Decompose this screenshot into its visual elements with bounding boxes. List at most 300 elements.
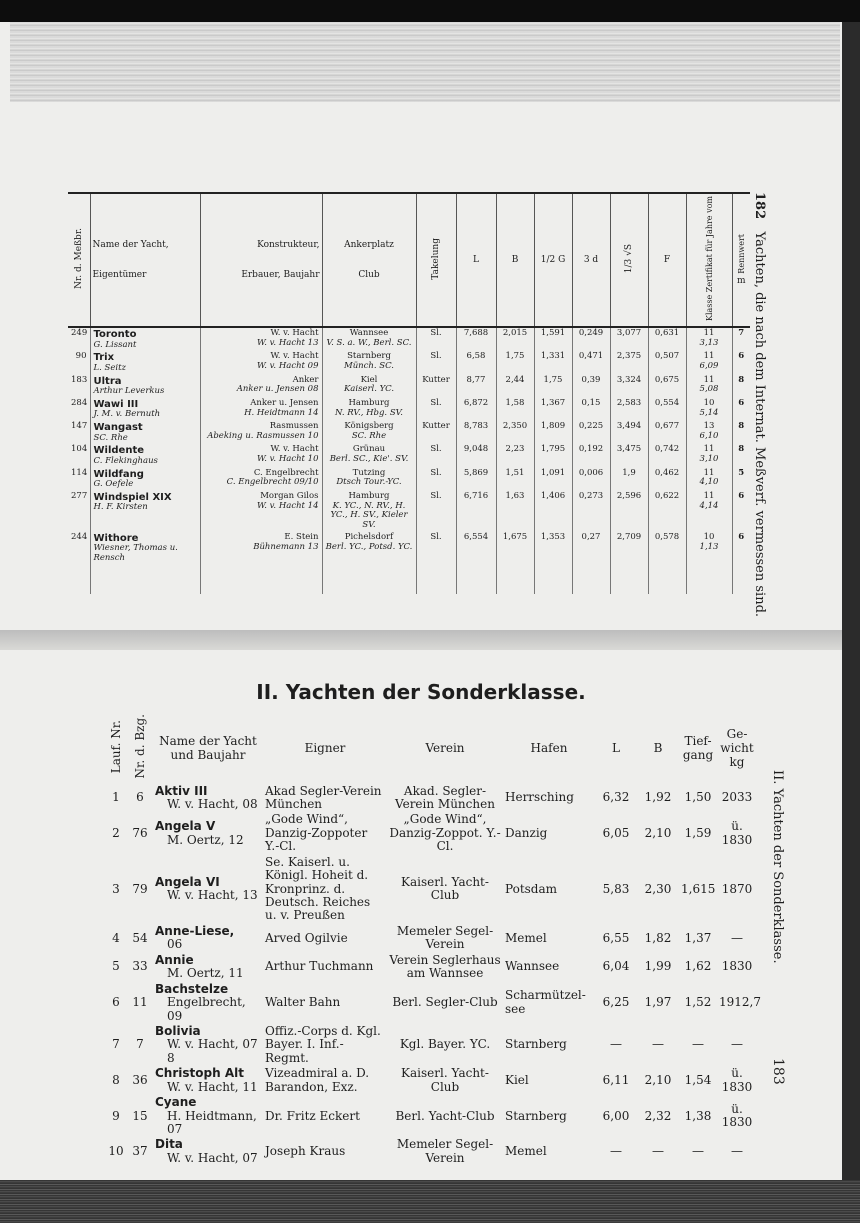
cell-name	[90, 398, 200, 421]
cell-designer	[200, 532, 322, 594]
cell-L: 8,77	[456, 375, 496, 398]
sk-table-row	[105, 982, 757, 1024]
yacht-name: Wildfang	[93, 468, 144, 480]
col-rig: Takelung	[416, 194, 456, 327]
yacht-name: Cyane	[155, 1095, 197, 1110]
cell-rating: 8	[732, 421, 750, 444]
club-name: Dtsch Tour.-YC.	[336, 477, 402, 488]
table-row	[68, 351, 750, 374]
yacht-name: Trix	[93, 352, 115, 364]
cell-port: Wannsee	[505, 959, 560, 974]
cell-bzg: 7	[136, 1037, 144, 1052]
cell-rig: Kutter	[416, 375, 456, 398]
cell-port: Starnberg	[505, 1108, 567, 1123]
designer-name: Rasmussen	[269, 421, 319, 432]
designer-name: Anker	[292, 374, 319, 385]
col-anchorage: Ankerplatz Club	[322, 194, 416, 327]
sonderklasse-table	[105, 712, 761, 1166]
cell-name	[90, 351, 200, 374]
cell-F: 0,742	[648, 444, 686, 467]
sk-table-row	[105, 1095, 757, 1137]
yacht-name: Toronto	[93, 329, 137, 341]
col-nr: Nr. d. Meßbr.	[68, 194, 90, 327]
cell-name	[90, 491, 200, 532]
yacht-name: Aktiv III	[155, 783, 208, 798]
cell-nr: 244	[71, 531, 88, 542]
designer-name: Anker u. Jensen	[250, 397, 319, 408]
club-name: Münch. SC.	[343, 361, 395, 372]
anchorage-name: Hamburg	[348, 490, 390, 501]
cell-nr: 277	[71, 490, 88, 501]
owner-name: Arthur Leverkus	[93, 386, 165, 397]
cell-L: 7,688	[456, 327, 496, 351]
cell-anchorage	[322, 491, 416, 532]
cell-club: Akad. Segler-Verein München	[395, 783, 495, 811]
cell-draft: 1,59	[684, 825, 712, 840]
cell-bzg: 79	[132, 881, 148, 896]
cell-L: —	[610, 1144, 622, 1159]
book-edge-top	[0, 0, 860, 22]
cell-designer	[200, 351, 322, 374]
cell-d3: 0,192	[572, 444, 610, 467]
cell-rig: Sl.	[416, 491, 456, 532]
col-name: Name der Yacht und Baujahr	[159, 733, 257, 762]
cell-weight: —	[731, 930, 743, 945]
builder-year: W. v. Hacht, 07	[167, 1150, 258, 1165]
cell-bzg: 36	[132, 1072, 148, 1087]
builder-year: W. v. Hacht, 08	[167, 796, 258, 811]
class-value: 11	[703, 490, 715, 501]
club-name: Kaiserl. YC.	[343, 384, 395, 395]
measured-yachts-table	[68, 192, 750, 594]
table-row	[68, 468, 750, 491]
table-row	[68, 421, 750, 444]
cell-name	[153, 982, 263, 1024]
col-sqrtS: 1/3 √S	[610, 194, 648, 327]
col-bzg: Nr. d. Bzg.	[133, 714, 147, 779]
cell-rating: 6	[732, 398, 750, 421]
builder-year: W. v. Hacht, 13	[167, 888, 258, 903]
cell-weight: ü. 1830	[721, 1066, 753, 1094]
sk-table-row	[105, 1024, 757, 1066]
yacht-name: Anne-Liese,	[155, 923, 235, 938]
yacht-name: Bolivia	[155, 1023, 201, 1038]
cell-rating: 6	[732, 351, 750, 374]
cell-L: 6,05	[602, 825, 630, 840]
cell-club: „Gode Wind“, Danzig-Zoppot. Y.-Cl.	[389, 812, 501, 854]
col-B: B	[496, 194, 534, 327]
cell-F: 0,462	[648, 468, 686, 491]
cell-F: 0,675	[648, 375, 686, 398]
sk-table-row	[105, 784, 757, 813]
yacht-name: Angela VI	[155, 874, 220, 889]
cell-lauf: 10	[108, 1144, 124, 1159]
owner-name: H. F. Kirsten	[93, 502, 148, 513]
cell-s: 2,583	[610, 398, 648, 421]
cell-port: Herrsching	[505, 790, 574, 805]
cell-F: 0,677	[648, 421, 686, 444]
cell-L: 6,00	[602, 1108, 630, 1123]
cell-anchorage	[322, 421, 416, 444]
cell-B: 1,92	[644, 790, 672, 805]
cell-rig: Sl.	[416, 398, 456, 421]
cell-halfG: 1,353	[534, 532, 572, 594]
cell-lauf: 9	[112, 1108, 120, 1123]
designer-name: C. Engelbrecht	[253, 467, 319, 478]
table-row	[68, 375, 750, 398]
cell-halfG: 1,591	[534, 327, 572, 351]
anchorage-name: Kiel	[360, 374, 378, 385]
cell-lauf: 7	[112, 1037, 120, 1052]
cell-d3: 0,471	[572, 351, 610, 374]
class-year: 4,14	[699, 500, 719, 511]
col-lauf: Lauf. Nr.	[109, 719, 123, 773]
club-name: SC. Rhe	[351, 430, 387, 441]
cell-bzg: 33	[132, 959, 148, 974]
class-value: 11	[703, 351, 715, 362]
cell-bzg: 54	[132, 930, 148, 945]
cell-B: 1,75	[496, 351, 534, 374]
cell-B: 2,10	[644, 1072, 672, 1087]
cell-L: 6,04	[602, 959, 630, 974]
cell-L: 6,55	[602, 930, 630, 945]
cell-name	[90, 327, 200, 351]
cell-weight: ü. 1830	[721, 1101, 753, 1130]
cell-designer	[200, 375, 322, 398]
yacht-name: Wangast	[93, 422, 143, 434]
cell-port: Memel	[505, 930, 547, 945]
cell-B: —	[652, 1144, 664, 1159]
col-club: Verein	[425, 740, 465, 755]
cell-weight: ü. 1830	[721, 819, 753, 847]
col-B: B	[653, 740, 663, 755]
cell-owner: Joseph Kraus	[265, 1144, 346, 1159]
cell-draft: 1,50	[684, 790, 712, 805]
cell-B: 1,58	[496, 398, 534, 421]
yacht-name: Withore	[93, 532, 139, 544]
cell-s: 3,077	[610, 327, 648, 351]
sk-table-row	[105, 924, 757, 953]
club-name: Berl. YC., Potsd. YC.	[325, 541, 413, 552]
cell-club: Berl. Segler-Club	[392, 995, 498, 1010]
class-year: 3,13	[699, 337, 719, 348]
cell-rig: Sl.	[416, 351, 456, 374]
cell-s: 3,475	[610, 444, 648, 467]
cell-draft: —	[692, 1037, 704, 1052]
club-name: N. RV., Hbg. SV.	[334, 407, 404, 418]
cell-club: Memeler Segel-Verein	[396, 923, 494, 952]
cell-designer	[200, 468, 322, 491]
cell-class	[686, 532, 732, 594]
designer-name: W. v. Hacht	[270, 328, 319, 339]
sk-table-row	[105, 855, 757, 924]
cell-d3: 0,273	[572, 491, 610, 532]
cell-lauf: 5	[112, 959, 120, 974]
builder-year: Abeking u. Rasmussen 10	[207, 430, 319, 441]
cell-rating: 8	[732, 444, 750, 467]
owner-name: G. Lissant	[93, 339, 137, 350]
cell-class	[686, 468, 732, 491]
class-value: 10	[703, 531, 715, 542]
cell-rating: 7	[732, 327, 750, 351]
class-value: 11	[703, 328, 715, 339]
col-rating: Rennwert m	[732, 194, 750, 327]
cell-B: 1,63	[496, 491, 534, 532]
cell-name	[153, 1066, 263, 1095]
col-draft: Tief-gang	[682, 733, 714, 762]
cell-club: Kgl. Bayer. YC.	[399, 1037, 491, 1052]
col-L: L	[456, 194, 496, 327]
cell-B: 1,675	[496, 532, 534, 594]
builder-year: W. v. Hacht 14	[256, 500, 319, 511]
cell-L: 5,83	[602, 881, 630, 896]
cell-L: 6,716	[456, 491, 496, 532]
anchorage-name: Tutzing	[352, 467, 386, 478]
yacht-name: Ultra	[93, 375, 122, 387]
builder-year: W. v. Hacht, 11	[167, 1079, 258, 1094]
cell-port: Scharmützel-see	[505, 988, 586, 1016]
cell-draft: 1,38	[684, 1108, 712, 1123]
owner-name: L. Seitz	[93, 362, 127, 373]
table-row	[68, 398, 750, 421]
cell-B: 2,23	[496, 444, 534, 467]
builder-year: M. Oertz, 12	[167, 832, 244, 847]
cell-nr: 249	[71, 328, 88, 339]
cell-L: —	[610, 1037, 622, 1052]
cell-port: Danzig	[505, 825, 548, 840]
cell-B: 1,99	[644, 959, 672, 974]
cell-bzg: 37	[132, 1144, 148, 1159]
cell-class	[686, 491, 732, 532]
yacht-name: Christoph Alt	[155, 1066, 244, 1081]
yacht-name: Wawi III	[93, 398, 139, 410]
cell-bzg: 6	[136, 790, 144, 805]
cell-nr: 147	[71, 421, 88, 432]
cell-owner: Walter Bahn	[265, 995, 341, 1010]
cell-F: 0,631	[648, 327, 686, 351]
cell-L: 6,554	[456, 532, 496, 594]
cell-halfG: 1,331	[534, 351, 572, 374]
page-edges-bottom	[0, 1180, 860, 1223]
cell-lauf: 1	[112, 790, 120, 805]
cell-d3: 0,39	[572, 375, 610, 398]
cell-rig: Kutter	[416, 421, 456, 444]
cell-halfG: 1,406	[534, 491, 572, 532]
anchorage-name: Hamburg	[348, 397, 390, 408]
cell-L: 9,048	[456, 444, 496, 467]
cell-nr: 104	[71, 444, 88, 455]
yacht-name: Windspiel XIX	[93, 491, 172, 503]
cell-name	[153, 855, 263, 924]
cell-F: 0,507	[648, 351, 686, 374]
cell-owner: Arthur Tuchmann	[265, 959, 374, 974]
col-port: Hafen	[530, 740, 568, 755]
cell-class	[686, 375, 732, 398]
cell-d3: 0,15	[572, 398, 610, 421]
class-value: 11	[703, 374, 715, 385]
cell-nr: 114	[71, 467, 88, 478]
builder-year: 06	[167, 937, 183, 952]
cell-d3: 0,27	[572, 532, 610, 594]
owner-name: J. M. v. Bernuth	[93, 409, 161, 420]
cell-weight: 2033	[721, 790, 753, 805]
col-designer: Konstrukteur, Erbauer, Baujahr	[200, 194, 322, 327]
col-halfG: 1/2 G	[534, 194, 572, 327]
cell-anchorage	[322, 532, 416, 594]
cell-designer	[200, 327, 322, 351]
cell-club: Kaiserl. Yacht-Club	[401, 1066, 489, 1094]
cell-B: 2,30	[644, 881, 672, 896]
class-value: 11	[703, 467, 715, 478]
cell-lauf: 6	[112, 995, 120, 1010]
cell-draft: 1,615	[681, 881, 716, 896]
cell-club: Kaiserl. Yacht-Club	[401, 874, 489, 903]
cell-port: Starnberg	[505, 1037, 567, 1052]
builder-year: W. v. Hacht, 07 8	[167, 1037, 258, 1065]
cell-s: 2,709	[610, 532, 648, 594]
cell-halfG: 1,367	[534, 398, 572, 421]
cell-owner: „Gode Wind“, Danzig-Zoppoter Y.-Cl.	[265, 812, 368, 854]
cell-owner: Offiz.-Corps d. Kgl. Bayer. I. Inf.-Regmt.	[265, 1023, 381, 1065]
cell-rig: Sl.	[416, 468, 456, 491]
cell-club: Memeler Segel-Verein	[396, 1137, 494, 1165]
cell-s: 3,494	[610, 421, 648, 444]
designer-name: W. v. Hacht	[270, 351, 319, 362]
book-edge-right	[842, 22, 860, 1180]
cell-lauf: 2	[112, 825, 120, 840]
cell-draft: —	[692, 1144, 704, 1159]
owner-name: SC. Rhe	[93, 432, 128, 443]
cell-club: Verein Seglerhaus am Wannsee	[389, 952, 501, 981]
cell-draft: 1,54	[684, 1072, 712, 1087]
cell-draft: 1,52	[684, 995, 712, 1010]
running-title-182: 182 Yachten, die nach dem Internat. Meßverf. vermessen sind.	[752, 192, 767, 618]
owner-name: Wiesner, Thomas u. Rensch	[93, 543, 178, 564]
sk-table-row	[105, 812, 757, 854]
cell-L: 6,872	[456, 398, 496, 421]
cell-bzg: 76	[132, 825, 148, 840]
cell-anchorage	[322, 327, 416, 351]
cell-anchorage	[322, 444, 416, 467]
builder-year: H. Heidtmann, 07	[167, 1108, 257, 1136]
cell-owner: Dr. Fritz Eckert	[265, 1108, 360, 1123]
page-edges-top	[10, 22, 840, 102]
sk-table-row	[105, 953, 757, 982]
book-gutter	[0, 630, 860, 650]
cell-nr: 284	[71, 397, 88, 408]
builder-year: H. Heidtmann 14	[244, 407, 319, 418]
builder-year: Engelbrecht, 09	[167, 995, 246, 1023]
owner-name: C. Flekinghaus	[93, 455, 158, 466]
cell-d3: 0,006	[572, 468, 610, 491]
cell-halfG: 1,809	[534, 421, 572, 444]
page-number-183: 183	[770, 1058, 786, 1085]
cell-B: 2,32	[644, 1108, 672, 1123]
class-year: 6,10	[699, 430, 719, 441]
builder-year: Bühnemann 13	[253, 541, 319, 552]
cell-B: 1,51	[496, 468, 534, 491]
cell-L: 6,11	[602, 1072, 630, 1087]
cell-name	[153, 1095, 263, 1137]
cell-weight: 1870	[721, 881, 753, 896]
anchorage-name: Pichelsdorf	[344, 531, 394, 542]
cell-weight: 1830	[721, 959, 753, 974]
cell-name	[153, 1137, 263, 1166]
designer-name: E. Stein	[284, 531, 319, 542]
builder-year: W. v. Hacht 13	[256, 337, 319, 348]
cell-L: 6,25	[602, 995, 630, 1010]
anchorage-name: Grünau	[352, 444, 386, 455]
anchorage-name: Wannsee	[349, 328, 389, 339]
club-name: V. S. a. W., Berl. SC.	[326, 337, 412, 348]
col-weight: Ge-wicht kg	[720, 726, 754, 769]
table-row	[68, 444, 750, 467]
class-year: 6,09	[699, 361, 719, 372]
cell-designer	[200, 421, 322, 444]
col-L: L	[612, 740, 620, 755]
class-year: 5,14	[699, 407, 719, 418]
cell-designer	[200, 398, 322, 421]
class-year: 1,13	[699, 541, 719, 552]
cell-B: 2,015	[496, 327, 534, 351]
cell-name	[153, 924, 263, 953]
class-value: 10	[703, 397, 715, 408]
cell-F: 0,622	[648, 491, 686, 532]
cell-nr: 183	[71, 374, 88, 385]
cell-class	[686, 421, 732, 444]
cell-L: 6,58	[456, 351, 496, 374]
owner-name: G. Oefele	[93, 479, 134, 490]
cell-anchorage	[322, 468, 416, 491]
table-row	[68, 327, 750, 351]
cell-lauf: 4	[112, 930, 120, 945]
anchorage-name: Starnberg	[347, 351, 391, 362]
table-row	[68, 532, 750, 594]
cell-B: —	[652, 1037, 664, 1052]
cell-s: 2,375	[610, 351, 648, 374]
cell-d3: 0,249	[572, 327, 610, 351]
builder-year: W. v. Hacht 10	[256, 454, 319, 465]
cell-B: 1,97	[644, 995, 672, 1010]
cell-nr: 90	[75, 351, 87, 362]
cell-anchorage	[322, 398, 416, 421]
col-3d: 3 d	[572, 194, 610, 327]
designer-name: W. v. Hacht	[270, 444, 319, 455]
cell-anchorage	[322, 351, 416, 374]
builder-year: W. v. Hacht 09	[256, 361, 319, 372]
club-name: Berl. SC., Kie'. SV.	[329, 454, 409, 465]
cell-weight: —	[731, 1144, 743, 1159]
table-row	[68, 491, 750, 532]
cell-d3: 0,225	[572, 421, 610, 444]
cell-s: 2,596	[610, 491, 648, 532]
builder-year: C. Engelbrecht 09/10	[226, 477, 319, 488]
cell-L: 8,783	[456, 421, 496, 444]
cell-weight: —	[731, 1037, 743, 1052]
cell-B: 2,350	[496, 421, 534, 444]
cell-name	[90, 532, 200, 594]
cell-F: 0,554	[648, 398, 686, 421]
cell-name	[153, 812, 263, 854]
cell-L: 6,32	[602, 790, 630, 805]
cell-owner: Akad Segler-Verein München	[265, 783, 382, 811]
cell-F: 0,578	[648, 532, 686, 594]
cell-draft: 1,62	[684, 959, 712, 974]
class-year: 3,10	[699, 454, 719, 465]
builder-year: Anker u. Jensen 08	[236, 384, 319, 395]
cell-class	[686, 327, 732, 351]
cell-rig: Sl.	[416, 444, 456, 467]
